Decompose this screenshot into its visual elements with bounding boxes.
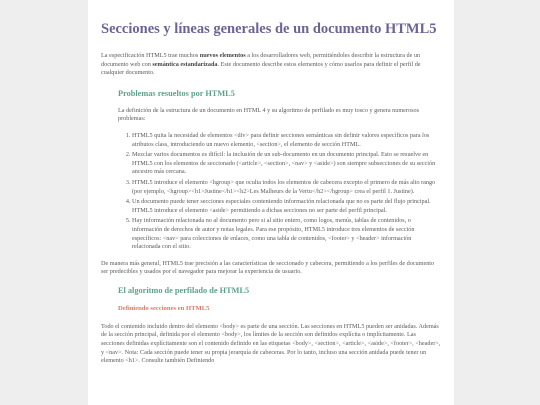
intro-bold-new-elements: nuevos elementos xyxy=(199,52,246,59)
algorithm-body: Todo el contenido incluido dentro del elemento <body> es parte de una sección. Las secciones en HTML5 pueden ser anidadas. Además de la sección principal, definida por el elemento <body>, los límites de la sección son definidos explícita o implícitamente. Las secciones definidas explícitamente son el contenido definido en las etiquetas <body>, <section>, <article>, <aside>, <footer>, <header>, y <nav>. Nota: Cada sección puede tener su propia jerarquía de cabeceras. Por lo tanto, incluso una sección anidada puede tener un elemento <h1>. Consulte también Definiendo xyxy=(101,322,441,365)
list-item: 3. HTML5 introduce el elemento <hgroup> que oculta todos los elementos de cabecera excepto el primero de más alto rango (por ejemplo, <hgroup><h1>Justine</h1><h2>Les Malheurs de la Vertu</h2></hgroup> crea el perfil 1. Justine). xyxy=(132,179,441,196)
problems-heading: Problemas resueltos por HTML5 xyxy=(118,88,235,98)
list-item: 5. Hay información relacionada no al documento pero si al sitio entero, como logos, menús, tablas de contenidos, o información de derechos de autor y notas legales. Para ese propósito, HTML5 introduce tres elementos de sección específicos: <nav> para colecciones de enlaces, como una tabla de contenidos, <footer> y <header> información relacionada con el sitio. xyxy=(132,217,441,251)
list-item: 1. HTML5 quita la necesidad de elementos <div> para definir secciones semánticas sin definir valores específicos para los atributos class, introduciendo un nuevo elemento, <section>, el elemento de sección HTML. xyxy=(132,132,441,149)
algorithm-section xyxy=(101,285,441,313)
intro-text-1: La especificación HTML5 trae muchos xyxy=(101,52,200,59)
list-item: 2. Mezclar varios documentos es difícil: la inclusión de un sub-documento en un documento principal. Esto se resuelve en HTML5 con los elementos de seccionado (<article>, <section>, <nav> y <aside>) son siempre subsecciones de su sección ancestro más cercana. xyxy=(132,151,441,177)
intro-bold-semantics: semántica estandarizada xyxy=(152,60,218,68)
defining-sections-subheading: Definiendo secciones en HTML5 xyxy=(118,304,210,312)
page-title: Secciones y líneas generales de un documento HTML5 xyxy=(101,21,437,37)
problems-conclusion: De manera más general, HTML5 trae precisión a las características de seccionado y cabecera, permitiendo a los perfiles de documento ser predecibles y usados por el navegador para mejorar la experiencia de usuario. xyxy=(101,259,435,276)
problems-list xyxy=(118,132,441,252)
intro-text-2: a los desarrolladores web, permitiéndoles describir la estructura de un documento web con xyxy=(101,52,421,68)
list-item: 4. Un documento puede tener secciones especiales conteniendo información relacionada que no es parte del flujo principal. HTML5 introduce el elemento <aside> permitiendo a dichas secciones no ser parte del perfil principal. xyxy=(132,198,441,215)
intro-paragraph xyxy=(101,52,441,78)
document-page xyxy=(88,0,454,405)
problems-lead: La definición de la estructura de un documento en HTML 4 y su algoritmo de perfilado es muy tosco y genera numerosos problemas: xyxy=(118,106,419,123)
problems-section xyxy=(101,88,441,252)
algorithm-heading: El algoritmo de perfilado de HTML5 xyxy=(118,285,250,295)
intro-text-3: . Este documento describe estos elementos y cómo usarlos para definir el perfil de cualquier documento. xyxy=(101,60,421,77)
